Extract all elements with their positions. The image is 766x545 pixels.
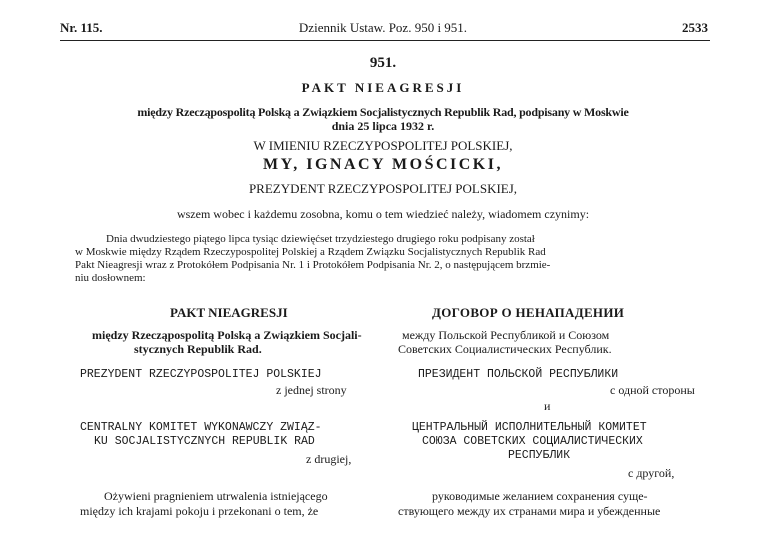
left-subtitle-1: między Rzecząpospolitą Polską a Związkiem Socjali- [92,328,362,342]
left-party2-side: z drugiej, [306,452,352,466]
doc-subtitle-line2: dnia 25 lipca 1932 r. [331,119,435,133]
president-name: MY, IGNACY MOŚCICKI, [263,156,503,173]
right-title: ДОГОВОР О НЕНАПАДЕНИИ [432,305,625,320]
president-title: PREZYDENT RZECZYPOSPOLITEJ POLSKIEJ, [248,181,518,196]
right-text-2: ствующего между их странами мира и убежденные [398,504,661,518]
right-party2-line3: РЕСПУБЛИК [508,449,571,462]
header-rule [60,40,710,41]
left-subtitle-2: stycznych Republik Rad. [134,342,262,356]
left-text-2: między ich krajami pokoju i przekonani o tem, że [80,504,319,518]
doc-subtitle-line1: między Rzecząpospolitą Polską a Związkiem Socjalistycznych Republik Rad, podpisany w Moskwie [137,105,629,119]
left-text-1: Ożywieni pragnieniem utrwalenia istniejącego [104,489,328,503]
right-party2-side: с другой, [628,466,675,480]
para-line-3: Pakt Nieagresji wraz z Protokółem Podpisania Nr. 1 i Protokółem Podpisania Nr. 2, o następującem brzmie- [75,259,551,271]
para-line-4: niu dosłownem: [75,272,146,284]
left-party2-line2: KU SOCJALISTYCZNYCH REPUBLIK RAD [94,435,315,448]
right-party1: ПРЕЗИДЕНТ ПОЛЬСКОЙ РЕСПУБЛИКИ [418,368,619,381]
right-party2-line1: ЦЕНТРАЛЬНЫЙ ИСПОЛНИТЕЛЬНЫЙ КОМИТЕТ [412,421,647,434]
left-party1: PREZYDENT RZECZYPOSPOLITEJ POLSKIEJ [80,368,322,381]
left-party2-line1: CENTRALNY KOMITET WYKONAWCZY ZWIĄZ- [80,421,322,434]
right-subtitle-2: Советских Социалистических Республик. [398,342,612,356]
proclamation: wszem wobec i każdemu zosobna, komu o tem wiedzieć należy, wiadomem czynimy: [176,207,590,221]
right-text-1: руководимые желанием сохранения суще- [432,489,648,503]
issue-number: Nr. 115. [60,20,103,35]
right-party2-line2: СОЮЗА СОВЕТСКИХ СОЦИАЛИСТИЧЕСКИХ [422,435,643,448]
left-party1-side: z jednej strony [276,383,347,397]
right-subtitle-1: между Польской Республикой и Союзом [402,328,610,342]
doc-title: PAKT NIEAGRESJI [301,80,465,95]
journal-title: Dziennik Ustaw. Poz. 950 i 951. [298,20,468,35]
position-number: 951. [369,55,397,71]
in-name-line: W IMIENIU RZECZYPOSPOLITEJ POLSKIEJ, [253,138,513,153]
left-title: PAKT NIEAGRESJI [170,305,288,320]
page-number: 2533 [682,20,708,35]
para-line-2: w Moskwie między Rządem Rzeczypospolitej Polskiej a Rządem Związku Socjalistycznych Republik Rad [75,246,546,258]
right-and: и [544,399,551,413]
right-party1-side: с одной стороны [610,383,695,397]
para-line-1: Dnia dwudziestego piątego lipca tysiąc dziewięćset trzydziestego drugiego roku podpisany został [106,233,535,245]
